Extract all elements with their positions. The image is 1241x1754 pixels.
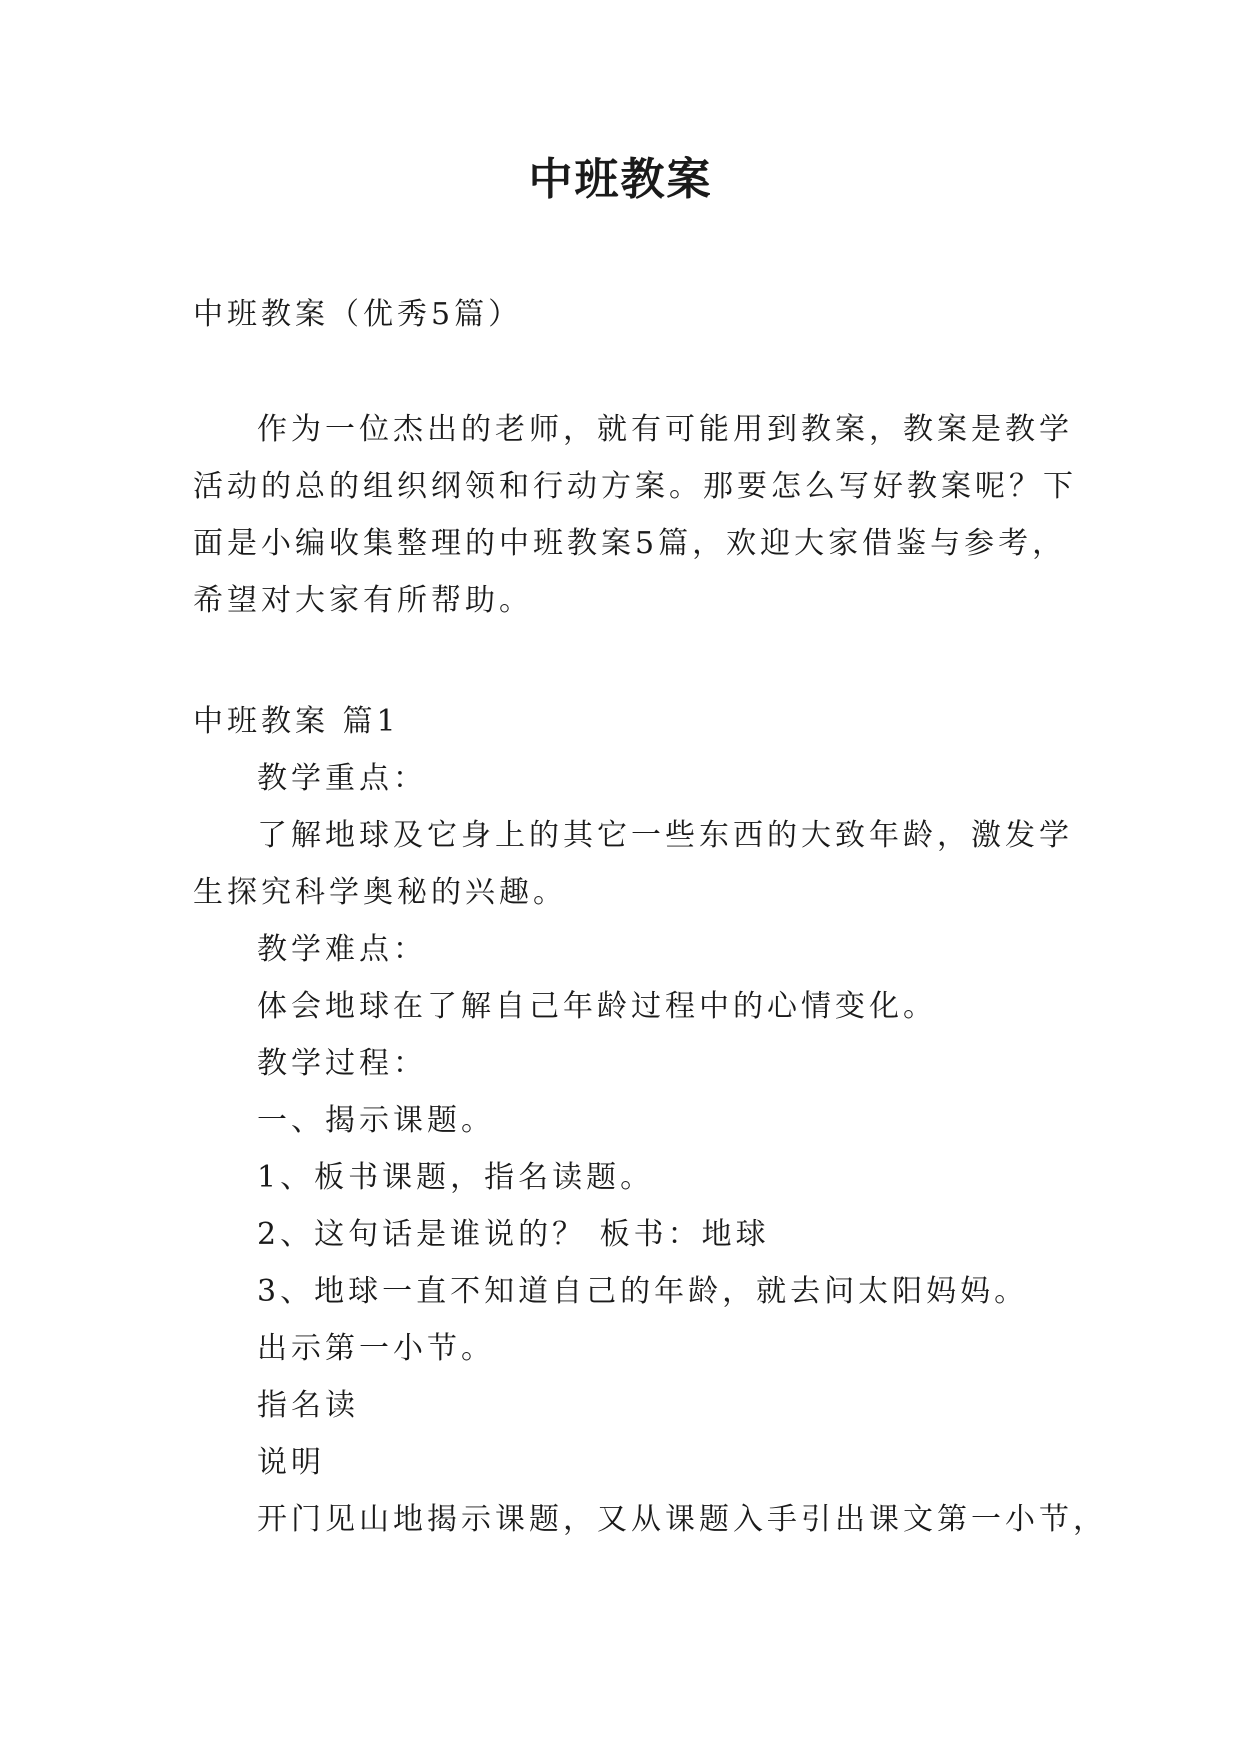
section-heading: 中班教案 篇1 [193,704,400,739]
body-line-10: 3、地球一直不知道自己的年龄，就去问太阳妈妈。 [257,1274,1029,1309]
body-line-4: 教学难点： [257,932,427,967]
body-line-14: 开门见山地揭示课题，又从课题入手引出课文第一小节， [257,1502,1107,1537]
intro-line-3: 面是小编收集整理的中班教案5篇，欢迎大家借鉴与参考， [193,526,1067,561]
body-line-11: 出示第一小节。 [257,1331,495,1366]
document-title: 中班教案 [528,154,713,205]
intro-line-2: 活动的总的组织纲领和行动方案。那要怎么写好教案呢？下 [193,469,1077,504]
body-line-8: 1、板书课题，指名读题。 [257,1160,655,1195]
intro-line-1: 作为一位杰出的老师，就有可能用到教案，教案是教学 [257,412,1073,447]
body-line-5: 体会地球在了解自己年龄过程中的心情变化。 [257,989,937,1024]
body-line-9: 2、这句话是谁说的？ 板书：地球 [257,1217,770,1252]
body-line-1: 教学重点： [257,761,427,796]
body-line-12: 指名读 [257,1388,359,1423]
body-line-6: 教学过程： [257,1046,427,1081]
body-line-3: 生探究科学奥秘的兴趣。 [193,875,567,910]
body-line-2: 了解地球及它身上的其它一些东西的大致年龄，激发学 [257,818,1073,853]
body-line-13: 说明 [257,1445,325,1480]
intro-line-4: 希望对大家有所帮助。 [193,583,533,618]
body-line-7: 一、揭示课题。 [257,1103,495,1138]
document-subtitle: 中班教案（优秀5篇） [193,297,523,332]
